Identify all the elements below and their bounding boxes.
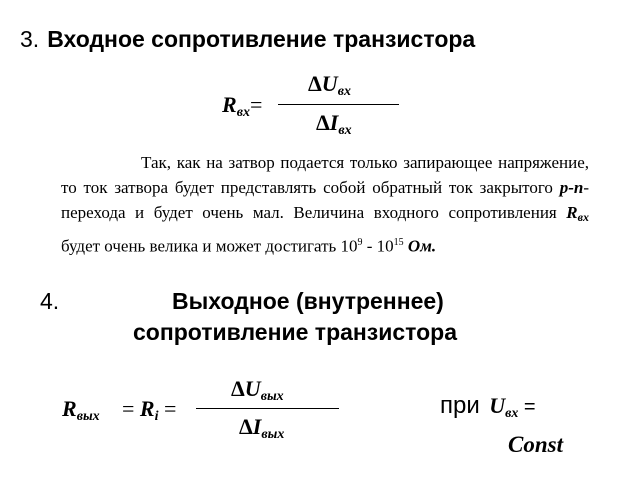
- explanation-paragraph: Так, как на затвор подается только запирающее напряжение, то ток затвора будет представлять собой обратный ток закрытого p-n-перехода и будет очень мал. Величина входного сопротивления $R_{вх}$ будет очень велика и может достигать $10^9 - 10^{15}$ Ом.: [61, 153, 589, 256]
- output-fraction-line: [196, 408, 339, 409]
- output-formula-numerator: $\Delta U_{вых}$: [231, 376, 284, 404]
- section-3-number: 3.: [20, 26, 40, 52]
- output-formula-middle: = $R_i$ =: [122, 396, 177, 424]
- condition-line: при $U_{вх}$ =: [440, 392, 536, 421]
- section-4-title-line2: сопротивление транзистора: [133, 319, 458, 345]
- input-formula-denominator: $\Delta I_{вх}$: [316, 110, 352, 138]
- section-3-heading: [20, 26, 475, 53]
- input-fraction-line: [278, 104, 399, 105]
- input-formula-numerator: $\Delta U_{вх}$: [308, 71, 351, 99]
- condition-value: Const: [508, 432, 563, 457]
- section-4-number: 4.: [40, 288, 60, 314]
- output-formula-lhs: $R_{вых}$: [62, 396, 100, 424]
- section-4-title-line1: Выходное (внутреннее): [172, 288, 444, 314]
- input-formula-lhs: $R_{вх}=$: [222, 92, 263, 120]
- output-formula-denominator: $\Delta I_{вых}$: [239, 414, 285, 442]
- section-3-title: Входное сопротивление транзистора: [47, 26, 476, 52]
